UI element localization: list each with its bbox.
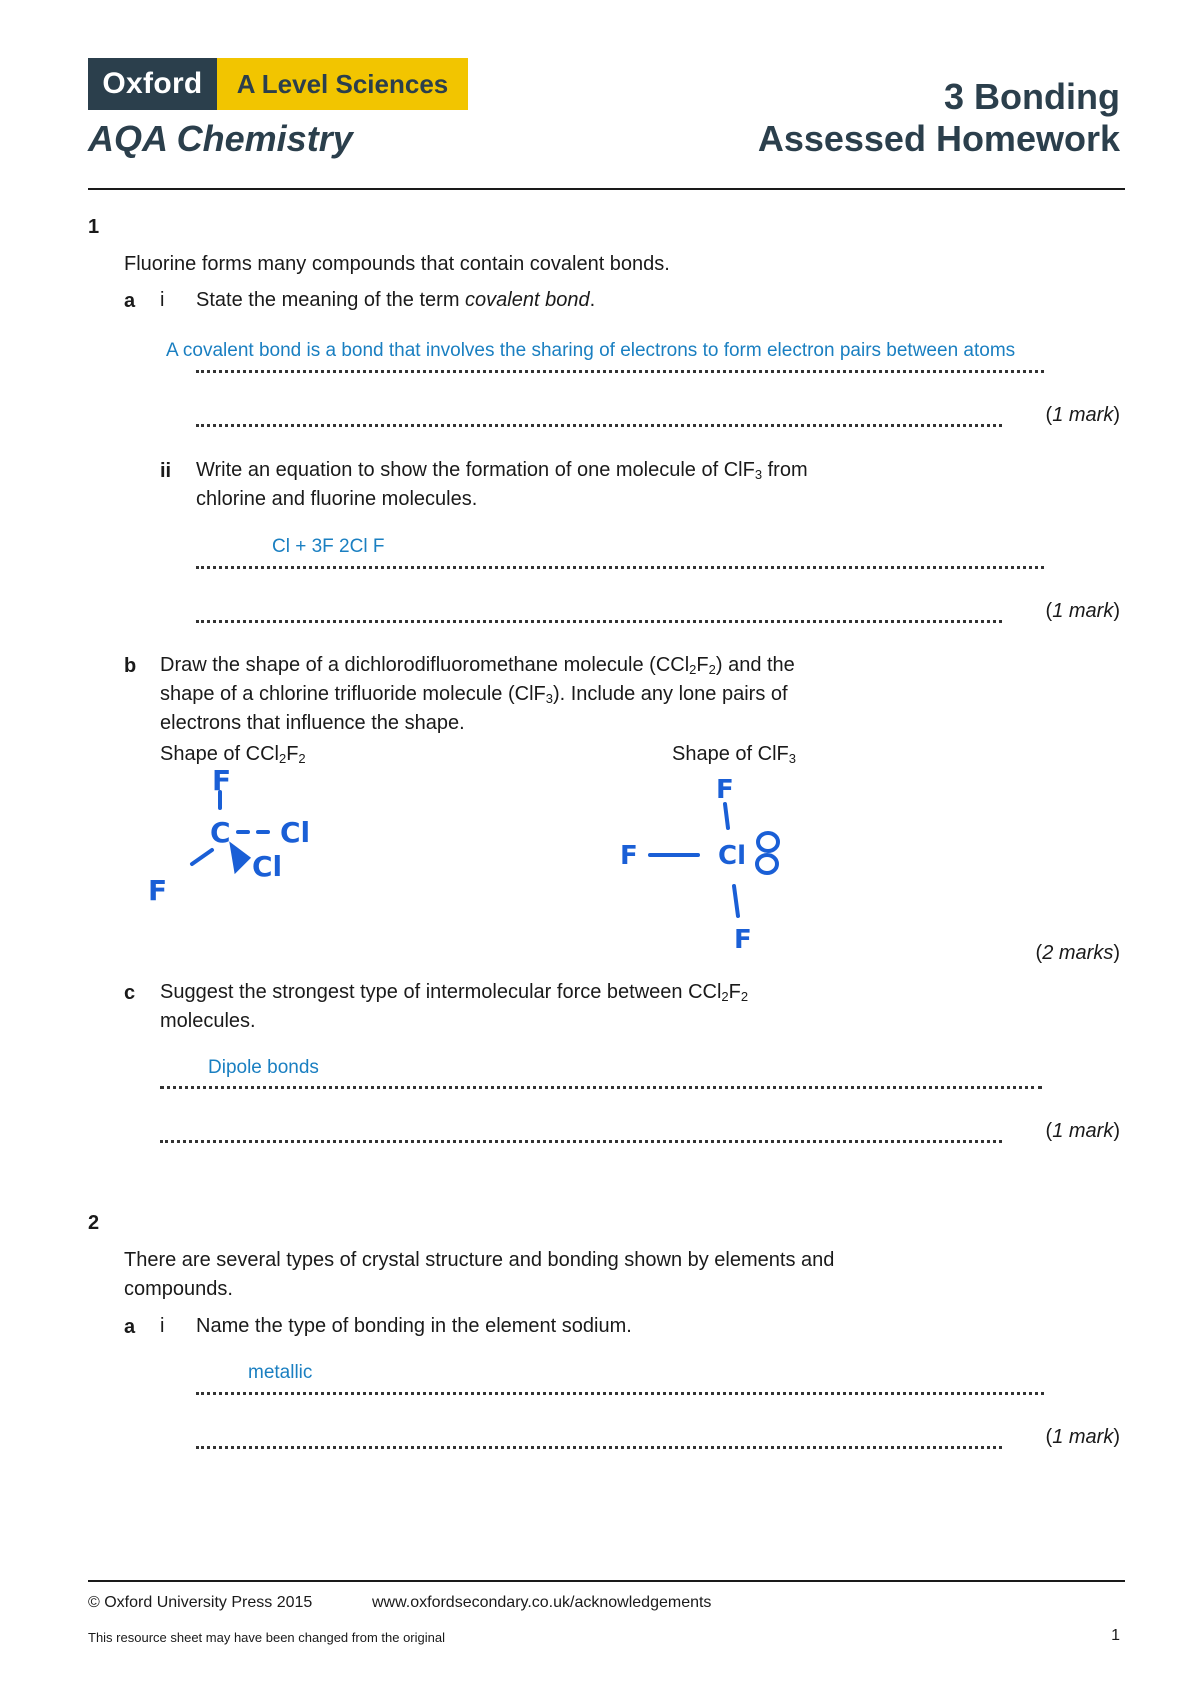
answer-line <box>196 370 1044 373</box>
q2-part-a-label: a <box>124 1316 136 1338</box>
q1-aii-question-line2: chlorine and fluorine molecules. <box>196 488 478 510</box>
clf3-center-cl: Cl <box>718 841 746 871</box>
answer-line <box>196 566 1044 569</box>
q1-ai-label: i <box>160 289 165 311</box>
question-1-intro: Fluorine forms many compounds that contain covalent bonds. <box>124 253 670 275</box>
clf3-lone-pair-2 <box>757 855 777 873</box>
q2-ai-answer: metallic <box>248 1362 313 1383</box>
homework-title: Assessed Homework <box>757 118 1120 159</box>
clf3-top-f: F <box>716 775 734 805</box>
q1-aii-label: ii <box>160 460 172 482</box>
ccl2f2-left-bond <box>192 850 212 864</box>
clf3-drawing <box>610 770 810 960</box>
question-1-number: 1 <box>88 216 100 238</box>
subject-title: AQA Chemistry <box>88 118 353 159</box>
q1-c-question-line1: Suggest the strongest type of intermolecular force between $CCl_2F_2$ <box>160 981 749 1004</box>
answer-line <box>160 1086 1042 1089</box>
q1-b-question-line1: Draw the shape of a dichlorodifluoromethane molecule $(CCl_2F_2)$ and the <box>160 654 795 677</box>
q2-ai-label: i <box>160 1315 165 1337</box>
ccl2f2-bottom-cl: Cl <box>252 850 283 883</box>
q1-c-mark: (1 mark) <box>1045 1120 1120 1142</box>
a-level-sciences-logo: A Level Sciences <box>217 58 468 110</box>
page-number: 1 <box>1111 1627 1120 1644</box>
clf3-left-f: F <box>620 841 638 871</box>
answer-line <box>160 1140 1002 1143</box>
footer-copyright: © Oxford University Press 2015 <box>88 1594 313 1611</box>
answer-line <box>196 1392 1044 1395</box>
q2-ai-question: Name the type of bonding in the element sodium. <box>196 1315 632 1337</box>
q1-b-question-line3: electrons that influence the shape. <box>160 712 465 734</box>
ccl2f2-left-f: F <box>148 874 168 907</box>
clf3-bottom-f: F <box>734 925 752 955</box>
footer-url[interactable]: www.oxfordsecondary.co.uk/acknowledgements <box>372 1594 712 1611</box>
question-2-intro-line1: There are several types of crystal structure and bonding shown by elements and <box>124 1249 835 1271</box>
clf3-top-bond <box>725 804 728 828</box>
q1-part-b-label: b <box>124 655 137 677</box>
q1-aii-question-line1: Write an equation to show the formation of one molecule of ClF$_3$ from <box>196 459 808 482</box>
ccl2f2-drawing <box>140 770 340 910</box>
ccl2f2-center-c: C <box>210 816 231 849</box>
chapter-title: 3 Bonding <box>944 76 1120 117</box>
q1-ai-question: State the meaning of the term covalent bond. <box>196 289 596 311</box>
ccl2f2-top-f: F <box>212 770 232 797</box>
answer-line <box>196 1446 1002 1449</box>
answer-line <box>196 620 1002 623</box>
clf3-lone-pair-1 <box>758 833 778 851</box>
question-2-intro-line2: compounds. <box>124 1278 233 1300</box>
ccl2f2-wedge-bond <box>232 846 248 870</box>
q1-part-c-label: c <box>124 982 136 1004</box>
q1-ai-mark: (1 mark) <box>1045 404 1120 426</box>
q1-c-answer: Dipole bonds <box>208 1057 319 1078</box>
q1-aii-mark: (1 mark) <box>1045 600 1120 622</box>
header-rule <box>88 188 1125 190</box>
footer-note: This resource sheet may have been changed from the original <box>88 1630 445 1645</box>
q1-aii-answer: Cl + 3F 2Cl F <box>272 536 385 557</box>
q1-ai-answer: A covalent bond is a bond that involves the sharing of electrons to form electron pairs between atoms <box>166 340 1016 361</box>
ccl2f2-shape-label: Shape of $CCl_2F_2$ <box>160 743 306 766</box>
footer-rule <box>88 1580 1125 1582</box>
answer-line <box>196 424 1002 427</box>
q1-b-question-line2: shape of a chlorine trifluoride molecule (ClF$_3$). Include any lone pairs of <box>160 683 788 706</box>
q1-part-a-label: a <box>124 290 136 312</box>
q1-c-question-line2: molecules. <box>160 1010 256 1032</box>
question-2-number: 2 <box>88 1212 100 1234</box>
clf3-shape-label: Shape of ClF$_3$ <box>672 743 796 766</box>
q2-ai-mark: (1 mark) <box>1045 1426 1120 1448</box>
oxford-logo: Oxford <box>88 58 217 110</box>
q1-b-mark: (2 marks) <box>1035 942 1120 964</box>
ccl2f2-right-cl: Cl <box>280 816 311 849</box>
clf3-bottom-bond <box>734 886 738 916</box>
